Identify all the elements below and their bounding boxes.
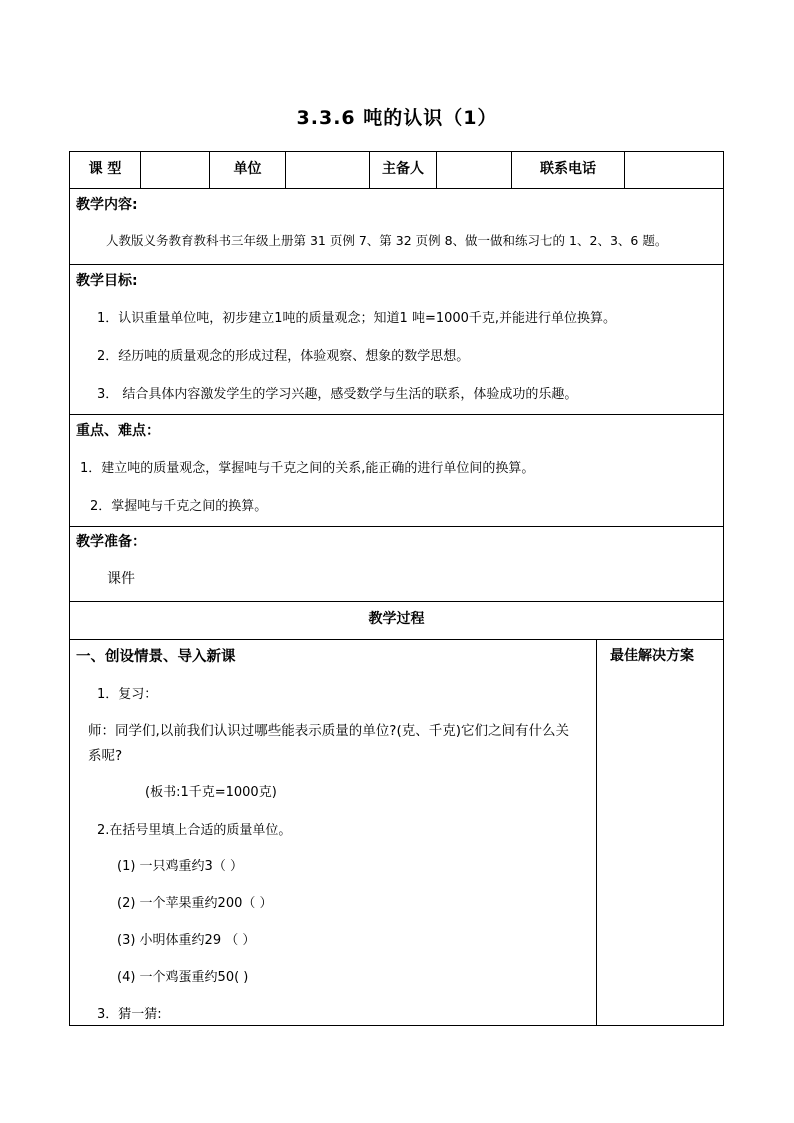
lesson-plan-table — [69, 151, 724, 1026]
process-label: 教学过程 — [368, 611, 425, 627]
fill-title: 2.在括号里填上合适的质量单位。 — [97, 823, 292, 838]
teacher-line-1: 师：同学们,以前我们认识过哪些能表示质量的单位?(克、千克)它们之间有什么关 — [88, 723, 569, 739]
type-label: 课 型 — [88, 161, 122, 177]
content-text: 人教版义务教育教科书三年级上册第 31 页例 7、第 32 页例 8、做一做和练习七的 1、2、3、6 题。 — [106, 233, 668, 248]
focus-item-1: 1．建立吨的质量观念，掌握吨与千克之间的关系,能正确的进行单位间的换算。 — [80, 461, 535, 476]
phone-label: 联系电话 — [540, 161, 596, 177]
goal-item-3: 3． 结合具体内容激发学生的学习兴趣，感受数学与生活的联系，体验成功的乐趣。 — [97, 387, 578, 402]
fill-item-3: (3) 小明体重约29 （ ） — [117, 933, 256, 948]
focus-label: 重点、难点： — [76, 423, 160, 439]
board-note: (板书:1千克=1000克) — [145, 785, 277, 800]
phone-value-cell — [625, 152, 723, 188]
section-intro-heading: 一、创设情景、导入新课 — [76, 649, 236, 665]
goals-section — [70, 265, 723, 415]
header-row — [70, 152, 723, 189]
unit-label-cell — [210, 152, 286, 188]
lead-value-cell — [437, 152, 512, 188]
goal-item-1: 1．认识重量单位吨，初步建立1吨的质量观念；知道1 吨=1000千克,并能进行单位换算。 — [97, 311, 617, 326]
phone-label-cell — [512, 152, 625, 188]
prep-section — [70, 527, 723, 602]
fill-item-2: (2) 一个苹果重约200（ ） — [117, 896, 273, 911]
prep-label: 教学准备： — [76, 534, 146, 550]
prep-text: 课件 — [107, 571, 135, 587]
unit-label: 单位 — [233, 161, 262, 177]
best-solution-label: 最佳解决方案 — [610, 648, 694, 664]
type-value-cell — [141, 152, 210, 188]
page-title: 3.3.6 吨的认识（1） — [296, 107, 498, 129]
type-label-cell — [70, 152, 141, 188]
content-label: 教学内容: — [76, 197, 138, 213]
focus-section — [70, 415, 723, 527]
goal-item-2: 2．经历吨的质量观念的形成过程，体验观察、想象的数学思想。 — [97, 349, 470, 364]
guess-label: 3．猜一猜: — [97, 1007, 162, 1022]
fill-item-1: (1) 一只鸡重约3（ ） — [117, 859, 243, 874]
goals-label: 教学目标: — [76, 273, 138, 289]
teacher-line-2: 系呢? — [88, 748, 123, 764]
content-section — [70, 189, 723, 265]
lead-label: 主备人 — [382, 161, 424, 177]
review-label: 1．复习： — [97, 687, 158, 702]
column-divider — [596, 640, 597, 1025]
lead-label-cell — [370, 152, 437, 188]
unit-value-cell — [286, 152, 370, 188]
focus-item-2: 2．掌握吨与千克之间的换算。 — [90, 499, 268, 514]
process-header-row — [70, 602, 723, 640]
process-body — [70, 640, 723, 1025]
fill-item-4: (4) 一个鸡蛋重约50( ) — [117, 970, 249, 985]
